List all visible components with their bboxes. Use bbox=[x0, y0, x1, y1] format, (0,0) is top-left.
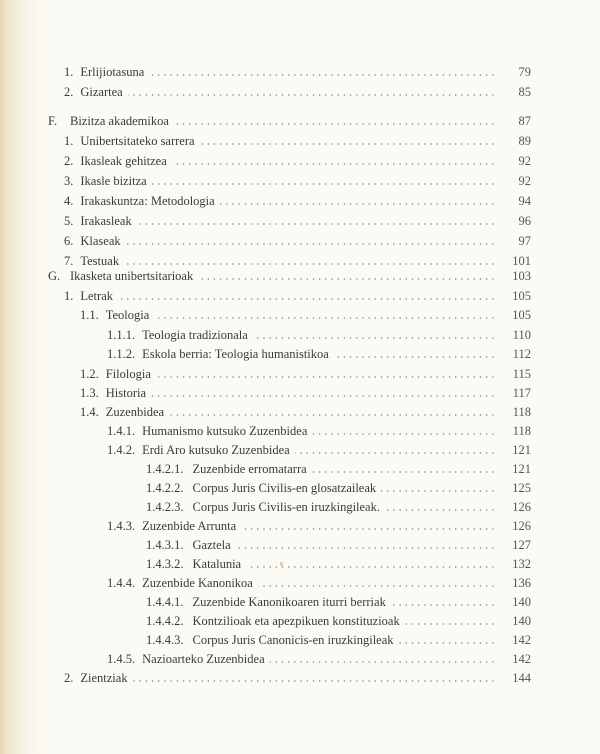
toc-entry-label bbox=[80, 306, 149, 324]
toc-entry-number: 1.4.2.3. bbox=[146, 500, 184, 514]
toc-entry-title: Erdi Aro kutsuko Zuzenbidea bbox=[142, 443, 290, 457]
toc-entry[interactable] bbox=[0, 422, 600, 440]
paper-speck bbox=[280, 562, 283, 566]
toc-entry-title: Filologia bbox=[105, 367, 151, 381]
toc-page-number: 96 bbox=[518, 214, 531, 228]
toc-entry-number: 1. bbox=[64, 65, 74, 79]
toc-page-number: 92 bbox=[518, 154, 531, 168]
toc-entry[interactable] bbox=[0, 479, 600, 497]
toc-entry-label bbox=[64, 132, 195, 150]
toc-section-heading[interactable] bbox=[0, 267, 600, 285]
toc-entry-title: Corpus Juris Canonicis-en iruzkingileak bbox=[192, 633, 394, 647]
dot-leader bbox=[126, 243, 496, 245]
toc-entry-label bbox=[107, 422, 307, 440]
dot-leader bbox=[220, 203, 496, 205]
toc-entry-label bbox=[80, 384, 146, 402]
dot-leader bbox=[137, 223, 496, 225]
dot-leader bbox=[128, 94, 496, 96]
toc-entry-label bbox=[146, 536, 231, 554]
toc-page-number: 142 bbox=[512, 633, 531, 647]
toc-entry-title: Zuzenbide Kanonikoa bbox=[142, 576, 253, 590]
toc-entry[interactable] bbox=[0, 326, 600, 344]
toc-entry-label bbox=[64, 192, 215, 210]
toc-entry-label bbox=[146, 460, 307, 478]
dot-leader bbox=[124, 263, 496, 265]
toc-page-number: 126 bbox=[512, 519, 531, 533]
toc-page-number: 115 bbox=[512, 367, 531, 381]
toc-entry-number: 1.4.4.1. bbox=[146, 595, 184, 609]
dot-leader bbox=[152, 183, 496, 185]
toc-entry-title: Nazioarteko Zuzenbidea bbox=[142, 652, 265, 666]
toc-entry[interactable] bbox=[0, 384, 600, 402]
toc-entry-title: Zientziak bbox=[80, 671, 128, 685]
dot-leader bbox=[118, 298, 496, 300]
dot-leader bbox=[200, 143, 496, 145]
toc-entry[interactable] bbox=[0, 460, 600, 478]
toc-entry-label bbox=[48, 267, 193, 285]
toc-entry[interactable] bbox=[0, 132, 600, 150]
toc-page-number: 132 bbox=[512, 557, 531, 571]
toc-page-number: 110 bbox=[512, 328, 531, 342]
toc-entry[interactable] bbox=[0, 63, 600, 81]
toc-entry-label bbox=[146, 593, 386, 611]
toc-entry-label bbox=[146, 555, 241, 573]
toc-entry[interactable] bbox=[0, 287, 600, 305]
toc-entry-title: Eskola berria: Teologia humanistikoa bbox=[142, 347, 329, 361]
toc-entry[interactable] bbox=[0, 172, 600, 190]
toc-entry-title: Corpus Juris Civilis-en glosatzaileak bbox=[192, 481, 377, 495]
toc-entry-number: 1.1.2. bbox=[107, 347, 136, 361]
toc-page-number: 92 bbox=[518, 174, 531, 188]
toc-page-number: 142 bbox=[512, 652, 531, 666]
toc-entry-title: Humanismo kutsuko Zuzenbidea bbox=[142, 424, 308, 438]
dot-leader bbox=[246, 566, 496, 568]
toc-entry-title: Erlijiotasuna bbox=[80, 65, 145, 79]
dot-leader bbox=[334, 356, 496, 358]
toc-page-number: 144 bbox=[512, 671, 531, 685]
toc-entry[interactable] bbox=[0, 365, 600, 383]
toc-entry-label bbox=[107, 574, 253, 592]
toc-entry[interactable] bbox=[0, 593, 600, 611]
toc-entry-title: Ikasketa unibertsitarioak bbox=[70, 269, 194, 283]
dot-leader bbox=[312, 471, 496, 473]
dot-leader bbox=[312, 433, 496, 435]
toc-entry-label bbox=[107, 650, 265, 668]
toc-entry-number: 6. bbox=[64, 234, 74, 248]
toc-page-number: 105 bbox=[512, 308, 531, 322]
toc-entry-label bbox=[64, 63, 144, 81]
toc-entry-number: 4. bbox=[64, 194, 74, 208]
toc-page-number: 140 bbox=[512, 595, 531, 609]
toc-entry-number: 1.4.2.2. bbox=[146, 481, 184, 495]
dot-leader bbox=[172, 163, 496, 165]
toc-entry-label bbox=[80, 403, 164, 421]
toc-entry-title: Teologia bbox=[105, 308, 150, 322]
toc-entry-number: 1.4.4.3. bbox=[146, 633, 184, 647]
dot-leader bbox=[253, 337, 496, 339]
dot-leader bbox=[241, 528, 496, 530]
toc-entry-title: Irakaskuntza: Metodologia bbox=[80, 194, 215, 208]
dot-leader bbox=[258, 585, 496, 587]
toc-entry-title: Klaseak bbox=[80, 234, 121, 248]
toc-entry-number: 1.4.2. bbox=[107, 443, 136, 457]
toc-page-number: 136 bbox=[512, 576, 531, 590]
toc-entry[interactable] bbox=[0, 192, 600, 210]
toc-page-number: 126 bbox=[512, 500, 531, 514]
toc-entry-title: Ikasleak gehitzea bbox=[80, 154, 167, 168]
toc-entry[interactable] bbox=[0, 498, 600, 516]
dot-leader bbox=[133, 680, 496, 682]
toc-section-heading[interactable] bbox=[0, 112, 600, 130]
dot-leader bbox=[169, 414, 496, 416]
toc-entry[interactable] bbox=[0, 306, 600, 324]
toc-entry-title: Irakasleak bbox=[80, 214, 132, 228]
toc-entry[interactable] bbox=[0, 232, 600, 250]
toc-entry-title: Teologia tradizionala bbox=[142, 328, 248, 342]
toc-entry-number: 1.3. bbox=[80, 386, 99, 400]
toc-entry-title: Katalunia bbox=[192, 557, 242, 571]
dot-leader bbox=[149, 74, 496, 76]
toc-entry-label bbox=[107, 441, 290, 459]
toc-entry-number: 1.4.4.2. bbox=[146, 614, 184, 628]
toc-entry[interactable] bbox=[0, 83, 600, 101]
toc-entry-label bbox=[64, 232, 121, 250]
toc-entry-number: F. bbox=[48, 114, 58, 128]
toc-entry[interactable] bbox=[0, 441, 600, 459]
toc-entry-number: 2. bbox=[64, 85, 74, 99]
toc-entry[interactable] bbox=[0, 536, 600, 554]
toc-entry-label bbox=[64, 669, 128, 687]
dot-leader bbox=[236, 547, 496, 549]
toc-entry-title: Zuzenbidea bbox=[105, 405, 165, 419]
toc-entry-number: 1.4.3.2. bbox=[146, 557, 184, 571]
dot-leader bbox=[156, 376, 496, 378]
toc-page-number: 121 bbox=[512, 462, 531, 476]
toc-entry-number: 1.4.1. bbox=[107, 424, 136, 438]
toc-page-number: 121 bbox=[512, 443, 531, 457]
dot-leader bbox=[151, 395, 496, 397]
toc-page-number: 101 bbox=[512, 254, 531, 268]
toc-entry-title: Historia bbox=[105, 386, 147, 400]
toc-entry-label bbox=[64, 83, 123, 101]
dot-leader bbox=[295, 452, 496, 454]
toc-entry-label bbox=[107, 517, 236, 535]
toc-page-number: 105 bbox=[512, 289, 531, 303]
toc-page-number: 79 bbox=[518, 65, 531, 79]
toc-entry-number: 1.4.3. bbox=[107, 519, 136, 533]
toc-entry-label bbox=[146, 498, 380, 516]
dot-leader bbox=[391, 604, 496, 606]
toc-entry-title: Kontzilioak eta apezpikuen konstituzioak bbox=[192, 614, 400, 628]
toc-page-number: 89 bbox=[518, 134, 531, 148]
toc-page-number: 117 bbox=[512, 386, 531, 400]
toc-entry-title: Zuzenbide erromatarra bbox=[192, 462, 307, 476]
toc-entry[interactable] bbox=[0, 517, 600, 535]
toc-page-number: 85 bbox=[518, 85, 531, 99]
toc-page-number: 118 bbox=[512, 405, 531, 419]
toc-entry-label bbox=[48, 112, 169, 130]
toc-entry-number: 1. bbox=[64, 289, 74, 303]
toc-page-number: 94 bbox=[518, 194, 531, 208]
toc-entry-title: Zuzenbide Kanonikoaren iturri berriak bbox=[192, 595, 386, 609]
toc-entry-label bbox=[64, 212, 132, 230]
toc-entry-number: 1.4.3.1. bbox=[146, 538, 184, 552]
toc-entry[interactable] bbox=[0, 650, 600, 668]
toc-entry-number: 1.1. bbox=[80, 308, 99, 322]
toc-entry-number: 1.4. bbox=[80, 405, 99, 419]
toc-entry-number: 3. bbox=[64, 174, 74, 188]
toc-entry-label bbox=[146, 631, 394, 649]
dot-leader bbox=[198, 278, 496, 280]
toc-entry-number: G. bbox=[48, 269, 61, 283]
toc-page-number: 127 bbox=[512, 538, 531, 552]
dot-leader bbox=[174, 123, 496, 125]
toc-entry-number: 5. bbox=[64, 214, 74, 228]
toc-page-number: 97 bbox=[518, 234, 531, 248]
toc-entry-number: 1.2. bbox=[80, 367, 99, 381]
dot-leader bbox=[270, 661, 496, 663]
toc-entry-number: 7. bbox=[64, 254, 74, 268]
toc-page-number: 112 bbox=[512, 347, 531, 361]
toc-entry-title: Testuak bbox=[80, 254, 120, 268]
toc-entry-number: 1.1.1. bbox=[107, 328, 136, 342]
toc-entry-title: Ikasle bizitza bbox=[80, 174, 147, 188]
toc-entry[interactable] bbox=[0, 631, 600, 649]
toc-entry-label bbox=[80, 365, 151, 383]
toc-entry-label bbox=[146, 612, 400, 630]
dot-leader bbox=[399, 642, 496, 644]
toc-entry-label bbox=[107, 326, 248, 344]
dot-leader bbox=[381, 490, 496, 492]
toc-entry-number: 1. bbox=[64, 134, 74, 148]
toc-entry-number: 1.4.5. bbox=[107, 652, 136, 666]
toc-entry[interactable] bbox=[0, 555, 600, 573]
toc-entry-number: 1.4.2.1. bbox=[146, 462, 184, 476]
toc-entry-title: Letrak bbox=[80, 289, 113, 303]
toc-entry-label bbox=[64, 172, 147, 190]
toc-entry-title: Zuzenbide Arrunta bbox=[142, 519, 237, 533]
toc-entry-title: Bizitza akademikoa bbox=[70, 114, 169, 128]
toc-entry-number: 2. bbox=[64, 154, 74, 168]
toc-page-number: 125 bbox=[512, 481, 531, 495]
toc-entry[interactable] bbox=[0, 669, 600, 687]
toc-page-number: 103 bbox=[512, 269, 531, 283]
toc-page-number: 140 bbox=[512, 614, 531, 628]
toc-entry[interactable] bbox=[0, 345, 600, 363]
toc-entry[interactable] bbox=[0, 612, 600, 630]
toc-page-number: 118 bbox=[512, 424, 531, 438]
toc-entry-number: 2. bbox=[64, 671, 74, 685]
toc-entry[interactable] bbox=[0, 403, 600, 421]
toc-entry-label bbox=[64, 287, 113, 305]
toc-entry-label bbox=[107, 345, 329, 363]
toc-entry-title: Gaztela bbox=[192, 538, 231, 552]
toc-entry[interactable] bbox=[0, 152, 600, 170]
toc-entry-label bbox=[64, 152, 167, 170]
toc-entry-title: Gizartea bbox=[80, 85, 123, 99]
toc-page-number: 87 bbox=[518, 114, 531, 128]
toc-entry[interactable] bbox=[0, 574, 600, 592]
dot-leader bbox=[405, 623, 496, 625]
toc-entry-title: Corpus Juris Civilis-en iruzkingileak. bbox=[192, 500, 380, 514]
toc-entry-number: 1.4.4. bbox=[107, 576, 136, 590]
toc-entry-title: Unibertsitateko sarrera bbox=[80, 134, 195, 148]
dot-leader bbox=[385, 509, 496, 511]
dot-leader bbox=[154, 317, 496, 319]
toc-entry-label bbox=[146, 479, 376, 497]
toc-entry[interactable] bbox=[0, 212, 600, 230]
